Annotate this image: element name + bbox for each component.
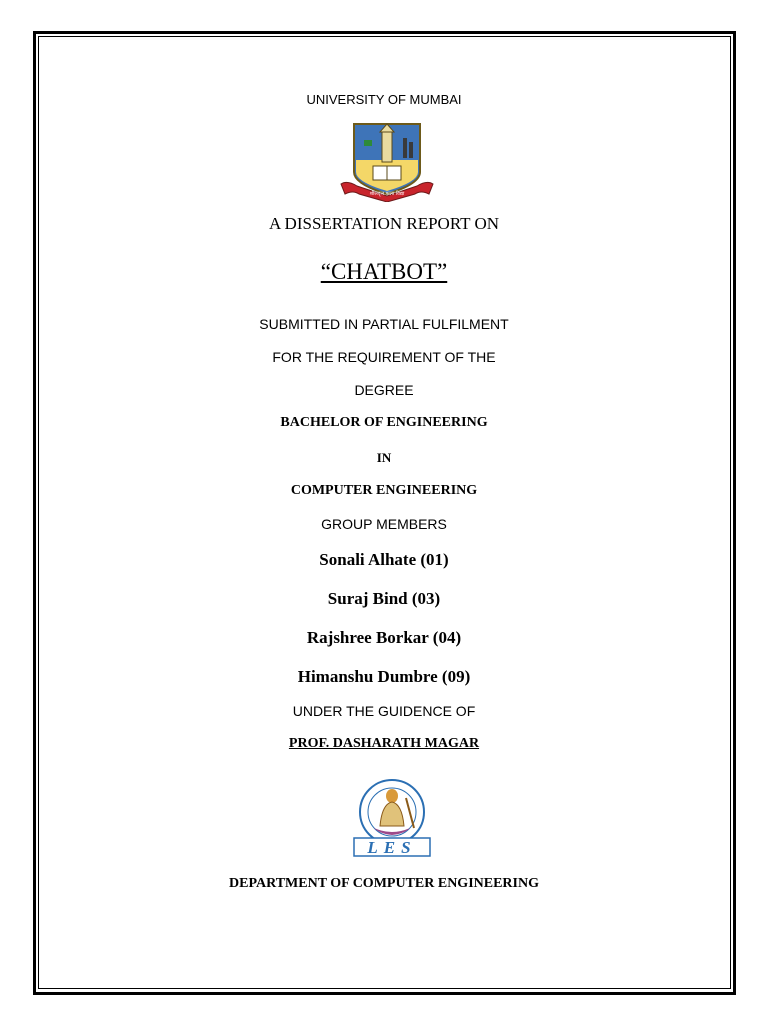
member-2: Suraj Bind (03): [327, 589, 441, 608]
les-saraswati-logo-icon: [344, 778, 440, 858]
in-label: IN: [376, 450, 392, 465]
member-4: Himanshu Dumbre (09): [297, 667, 471, 686]
university-of-mumbai-crest-icon: [337, 120, 437, 202]
report-title: “CHATBOT”: [320, 259, 448, 284]
svg-text:LES: LES: [367, 838, 417, 857]
department-name: DEPARTMENT OF COMPUTER ENGINEERING: [229, 876, 539, 891]
branch-name: COMPUTER ENGINEERING: [290, 483, 478, 498]
member-1: Sonali Alhate (01): [319, 550, 449, 569]
group-members-heading: GROUP MEMBERS: [321, 516, 447, 532]
submission-line-2: FOR THE REQUIREMENT OF THE: [272, 349, 496, 365]
guidance-heading: UNDER THE GUIDENCE OF: [292, 703, 476, 719]
report-type: A DISSERTATION REPORT ON: [268, 214, 500, 233]
svg-text:शीलवृत्त फला विद्या: शीलवृत्त फला विद्या: [369, 191, 405, 197]
member-3: Rajshree Borkar (04): [306, 628, 462, 647]
university-name: UNIVERSITY OF MUMBAI: [306, 92, 462, 107]
submission-line-3: DEGREE: [354, 382, 414, 398]
degree-name: BACHELOR OF ENGINEERING: [280, 415, 488, 430]
guide-name: PROF. DASHARATH MAGAR: [288, 736, 480, 751]
submission-line-1: SUBMITTED IN PARTIAL FULFILMENT: [259, 316, 509, 332]
